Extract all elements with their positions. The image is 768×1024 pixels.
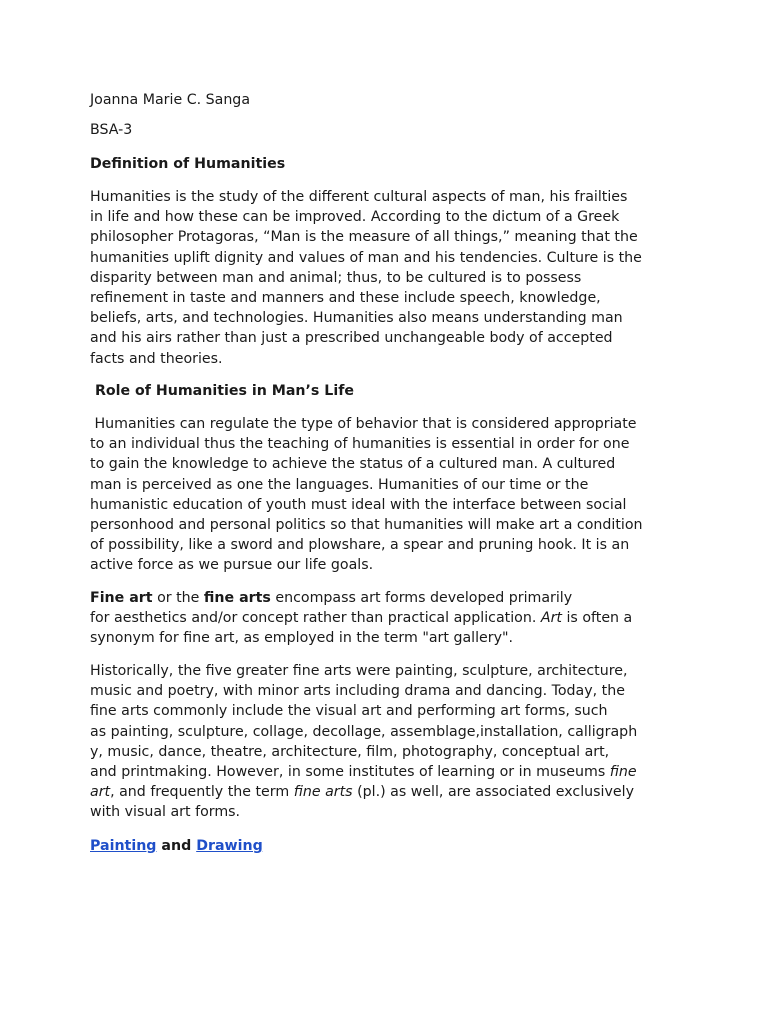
painting-link[interactable]: Painting (90, 838, 157, 854)
text-line (90, 782, 690, 802)
text-line: as painting, sculpture, collage, decollage, assemblage,installation, calligraph (90, 723, 638, 740)
text-line: fine arts commonly include the visual art and performing art forms, such (90, 703, 608, 720)
section-code: BSA-3 (90, 122, 133, 138)
text-line: to gain the knowledge to achieve the status of a cultured man. A cultured (90, 456, 616, 473)
drawing-link[interactable]: Drawing (196, 838, 263, 854)
term-fine: fine (609, 763, 637, 780)
paragraph-definition (90, 187, 690, 369)
text-line: with visual art forms. (90, 804, 241, 821)
text-line: Historically, the five greater fine arts were painting, sculpture, architecture, (90, 663, 628, 679)
text-span: encompass art forms developed primarily (270, 590, 573, 606)
text-line (90, 608, 690, 628)
text-line: music and poetry, with minor arts including drama and dancing. Today, the (90, 683, 625, 700)
paragraph-fine-art (90, 588, 690, 649)
heading-definition: Definition of Humanities (90, 156, 286, 172)
text-span: or the (152, 590, 204, 606)
text-line: and his airs rather than just a prescribed unchangeable body of accepted (90, 330, 613, 347)
paragraph-role (90, 414, 690, 576)
text-line: facts and theories. (90, 350, 223, 367)
text-line: disparity between man and animal; thus, to be cultured is to possess (90, 269, 582, 286)
term-fine-art: Fine art (90, 590, 153, 606)
text-span: and printmaking. However, in some institutes of learning or in museums (90, 763, 610, 780)
text-span: , and frequently the term (110, 784, 294, 801)
text-span: is often a (561, 610, 633, 627)
text-line (90, 762, 690, 782)
term-fine-arts: fine arts (203, 590, 271, 606)
term-fine-arts-italic: fine arts (293, 784, 353, 801)
heading-connector: and (156, 838, 197, 854)
text-line: philosopher Protagoras, “Man is the measure of all things,” meaning that the (90, 229, 638, 246)
term-art-italic: art (90, 784, 111, 801)
text-line: y, music, dance, theatre, architecture, film, photography, conceptual art, (90, 743, 610, 760)
text-line: Humanities can regulate the type of behavior that is considered appropriate (90, 416, 637, 432)
text-line: in life and how these can be improved. According to the dictum of a Greek (90, 209, 620, 226)
text-line: Humanities is the study of the different cultural aspects of man, his frailties (90, 189, 628, 205)
text-span: (pl.) as well, are associated exclusively (352, 784, 634, 801)
heading-role: Role of Humanities in Man’s Life (90, 383, 355, 399)
text-line: man is perceived as one the languages. Humanities of our time or the (90, 476, 589, 493)
heading-painting-drawing (90, 836, 263, 856)
author-name: Joanna Marie C. Sanga (90, 92, 251, 108)
text-line: humanities uplift dignity and values of man and his tendencies. Culture is the (90, 249, 642, 266)
text-line (90, 588, 690, 608)
text-line: of possibility, like a sword and plowshare, a spear and pruning hook. It is an (90, 537, 630, 554)
text-line: refinement in taste and manners and these include speech, knowledge, (90, 289, 601, 306)
text-line: active force as we pursue our life goals. (90, 557, 374, 574)
paragraph-history (90, 661, 690, 823)
text-line: beliefs, arts, and technologies. Humanities also means understanding man (90, 310, 623, 327)
text-line: to an individual thus the teaching of humanities is essential in order for one (90, 436, 630, 453)
term-art: Art (540, 610, 562, 627)
text-line: humanistic education of youth must ideal with the interface between social (90, 496, 627, 513)
text-span: for aesthetics and/or concept rather than practical application. (90, 610, 541, 627)
text-line: personhood and personal politics so that humanities will make art a condition (90, 516, 643, 533)
text-line: synonym for fine art, as employed in the term "art gallery". (90, 630, 514, 647)
